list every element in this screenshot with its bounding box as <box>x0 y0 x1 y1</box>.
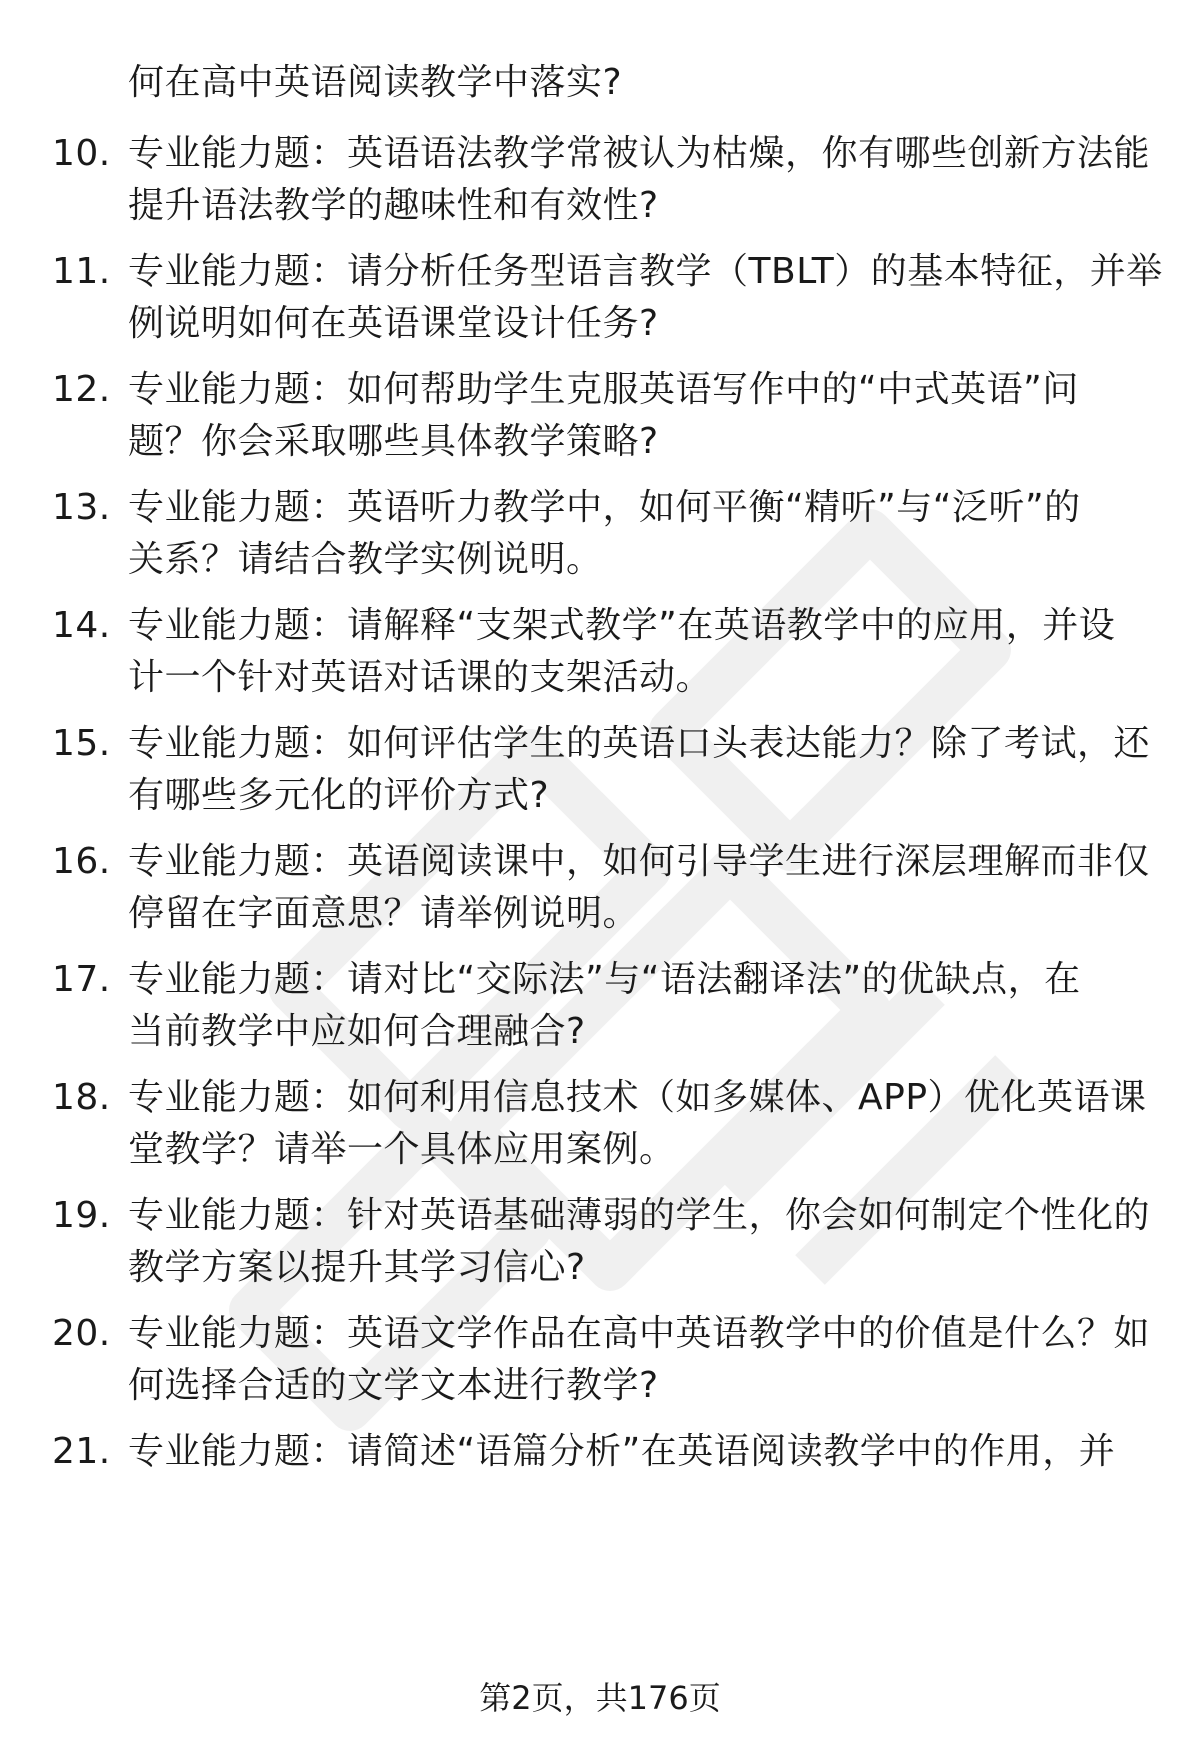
question-text <box>128 1308 1150 1412</box>
question-number: 13. <box>52 487 111 528</box>
question-text <box>128 1190 1150 1294</box>
question-number: 11. <box>52 251 111 292</box>
question-number: 19. <box>52 1195 111 1236</box>
question-text-line: 教学方案以提升其学习信心? <box>128 1247 586 1288</box>
question-text-line: 专业能力题：英语语法教学常被认为枯燥，你有哪些创新方法能 <box>128 133 1151 174</box>
question-text <box>128 128 1150 232</box>
question-number: 21. <box>52 1431 111 1472</box>
question-text-line: 专业能力题：请分析任务型语言教学（TBLT）的基本特征，并举 <box>128 251 1163 292</box>
question-text-line: 计一个针对英语对话课的支架活动。 <box>128 657 713 698</box>
question-text-line: 提升语法教学的趣味性和有效性? <box>128 185 659 226</box>
question-number: 18. <box>52 1077 111 1118</box>
question-text-line: 题？你会采取哪些具体教学策略? <box>128 421 659 462</box>
question-text-line: 专业能力题：如何评估学生的英语口头表达能力？除了考试，还 <box>128 723 1151 764</box>
question-text-line: 有哪些多元化的评价方式? <box>128 775 550 816</box>
question-text-line: 例说明如何在英语课堂设计任务? <box>128 303 659 344</box>
question-text <box>128 1072 1147 1176</box>
question-number: 16. <box>52 841 111 882</box>
question-text <box>128 600 1115 704</box>
question-number: 20. <box>52 1313 111 1354</box>
question-text-line: 停留在字面意思？请举例说明。 <box>128 893 640 934</box>
question-text <box>128 954 1081 1058</box>
page-number-footer: 第2页，共176页 <box>479 1679 721 1717</box>
continued-question-line: 何在高中英语阅读教学中落实? <box>128 62 623 103</box>
question-text-line: 专业能力题：请简述“语篇分析”在英语阅读教学中的作用，并 <box>128 1431 1116 1472</box>
question-text-line: 何选择合适的文学文本进行教学? <box>128 1365 659 1406</box>
question-text-line: 专业能力题：如何帮助学生克服英语写作中的“中式英语”问 <box>128 369 1079 410</box>
question-text <box>128 836 1150 940</box>
question-number: 17. <box>52 959 111 1000</box>
question-text-line: 专业能力题：针对英语基础薄弱的学生，你会如何制定个性化的 <box>128 1195 1151 1236</box>
question-number: 10. <box>52 133 111 174</box>
question-text-line: 当前教学中应如何合理融合? <box>128 1011 586 1052</box>
question-text-line: 专业能力题：英语文学作品在高中英语教学中的价值是什么？如 <box>128 1313 1151 1354</box>
question-text-line: 堂教学？请举一个具体应用案例。 <box>128 1129 676 1170</box>
question-text <box>128 364 1079 468</box>
question-number: 15. <box>52 723 111 764</box>
question-text-line: 专业能力题：英语听力教学中，如何平衡“精听”与“泛听”的 <box>128 487 1081 528</box>
question-text <box>128 1426 1115 1478</box>
question-text-line: 专业能力题：英语阅读课中，如何引导学生进行深层理解而非仅 <box>128 841 1151 882</box>
question-number: 14. <box>52 605 111 646</box>
question-number: 12. <box>52 369 111 410</box>
question-text-line: 专业能力题：如何利用信息技术（如多媒体、APP）优化英语课 <box>128 1077 1147 1118</box>
question-text <box>128 718 1150 822</box>
question-text-line: 专业能力题：请解释“支架式教学”在英语教学中的应用，并设 <box>128 605 1116 646</box>
question-text-line: 关系？请结合教学实例说明。 <box>128 539 603 580</box>
question-text <box>128 246 1163 350</box>
question-text <box>128 482 1081 586</box>
question-text-line: 专业能力题：请对比“交际法”与“语法翻译法”的优缺点，在 <box>128 959 1081 1000</box>
